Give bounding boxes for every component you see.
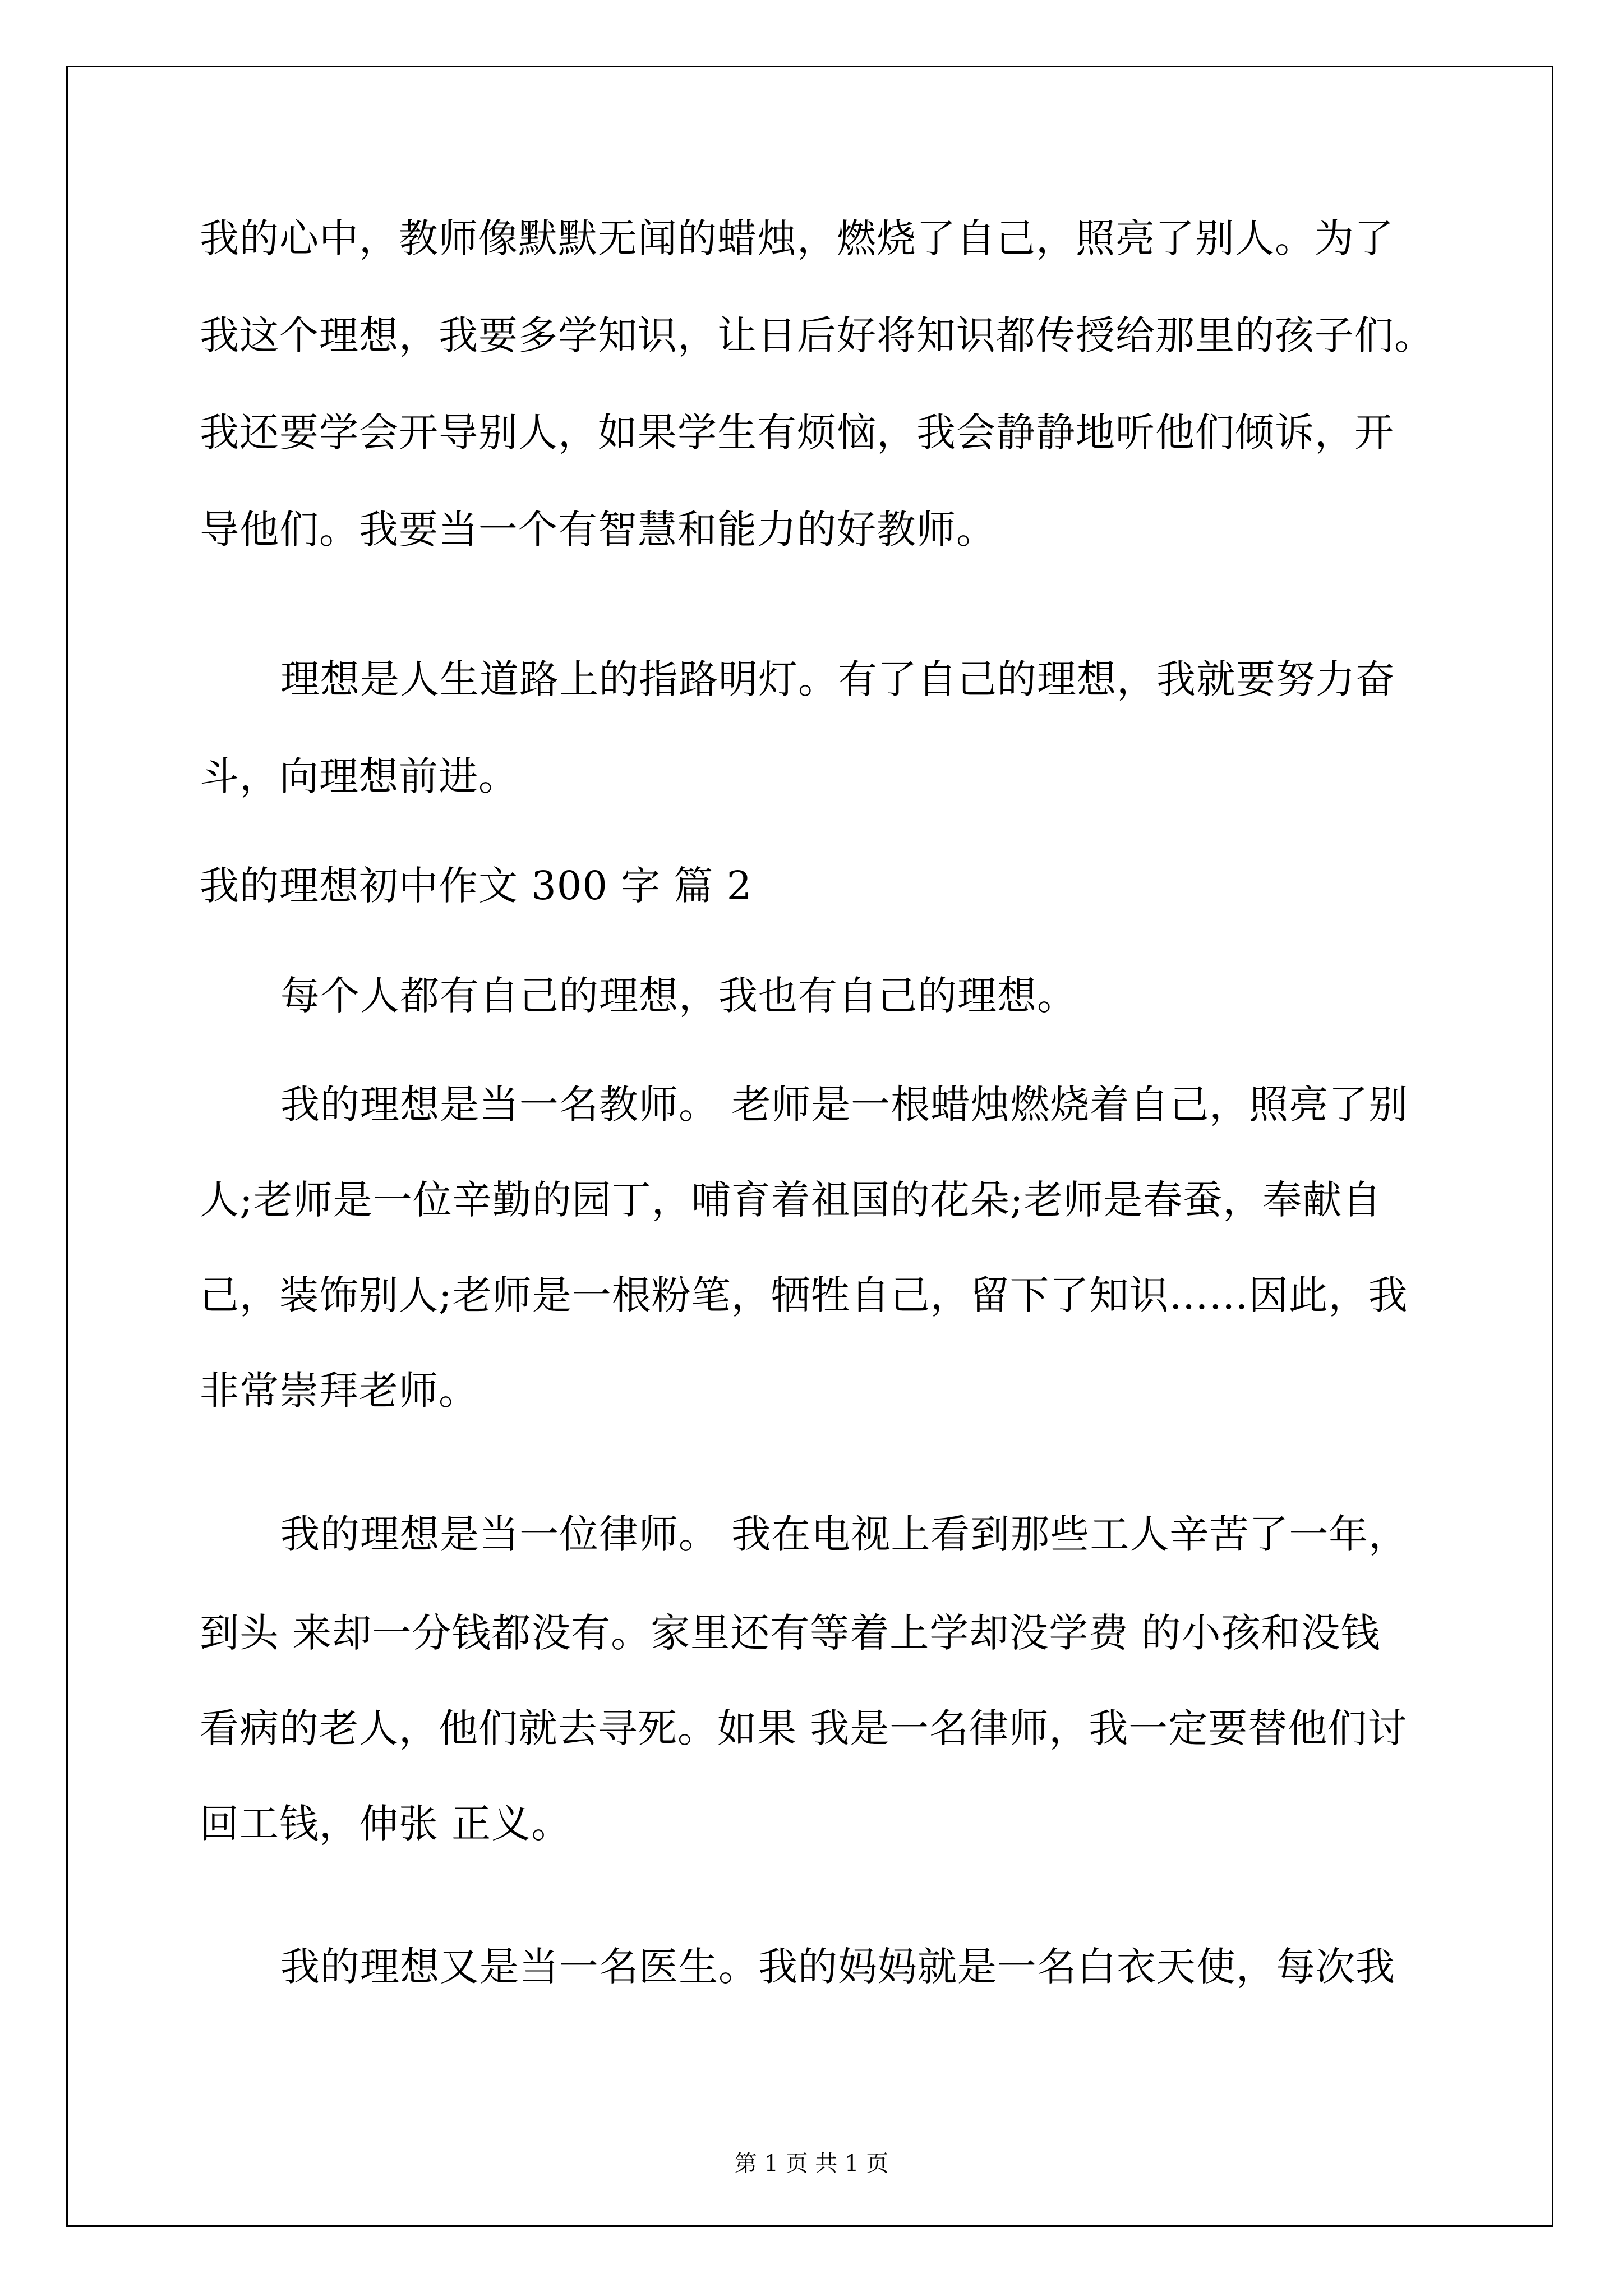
paragraph-line: 己，装饰别人;老师是一根粉笔，牺牲自己，留下了知识……因此，我 bbox=[200, 1272, 1408, 1318]
paragraph-line: 到头 来却一分钱都没有。家里还有等着上学却没学费 的小孩和没钱 bbox=[200, 1610, 1381, 1656]
paragraph-line: 我的理想是当一位律师。 我在电视上看到那些工人辛苦了一年， bbox=[280, 1511, 1409, 1557]
paragraph-line: 回工钱，伸张 正义。 bbox=[200, 1801, 571, 1847]
paragraph-line: 我的心中，教师像默默无闻的蜡烛，燃烧了自己，照亮了别人。为了 bbox=[200, 215, 1394, 261]
paragraph-line: 我的理想又是当一名医生。我的妈妈就是一名白衣天使，每次我 bbox=[280, 1944, 1395, 1990]
paragraph-line: 非常崇拜老师。 bbox=[200, 1368, 478, 1414]
paragraph-line: 我这个理想，我要多学知识，让日后好将知识都传授给那里的孩子们。 bbox=[200, 312, 1434, 358]
paragraph-line: 看病的老人，他们就去寻死。如果 我是一名律师，我一定要替他们讨 bbox=[200, 1705, 1408, 1751]
paragraph-line: 人;老师是一位辛勤的园丁，哺育着祖国的花朵;老师是春蚕，奉献自 bbox=[200, 1177, 1382, 1223]
paragraph-line: 我的理想是当一名教师。 老师是一根蜡烛燃烧着自己，照亮了别 bbox=[280, 1082, 1409, 1128]
paragraph-line: 每个人都有自己的理想，我也有自己的理想。 bbox=[280, 973, 1077, 1019]
section-heading: 我的理想初中作文 300 字 篇 2 bbox=[200, 863, 753, 909]
paragraph-line: 理想是人生道路上的指路明灯。有了自己的理想，我就要努力奋 bbox=[280, 656, 1395, 702]
paragraph-line: 导他们。我要当一个有智慧和能力的好教师。 bbox=[200, 507, 996, 553]
paragraph-line: 斗，向理想前进。 bbox=[200, 753, 518, 799]
page-number-footer: 第 1 页 共 1 页 bbox=[734, 2151, 889, 2177]
paragraph-line: 我还要学会开导别人，如果学生有烦恼，我会静静地听他们倾诉，开 bbox=[200, 409, 1394, 455]
page-border bbox=[66, 66, 1553, 2227]
